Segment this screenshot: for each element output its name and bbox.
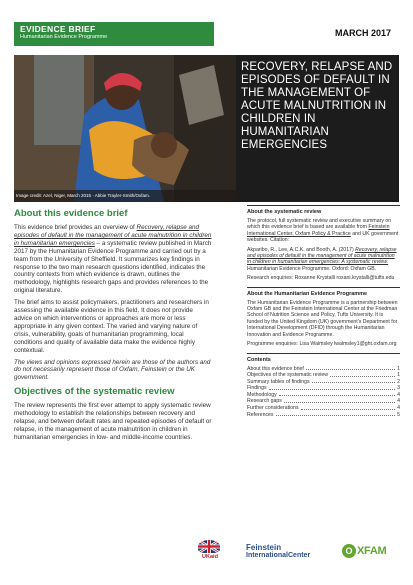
oxfam-mark-icon: O: [342, 544, 356, 558]
toc-item[interactable]: [247, 366, 400, 373]
review-text: The protocol, full systematic review and executive summary on which this evidence brief is based are available from: [247, 218, 392, 231]
about-brief-paragraph-1: [14, 224, 212, 295]
objectives-paragraph: The review represents the first ever attempt to apply systematic review methodology to establish the relationships between recovery and relapse, and between default rates and repeated episodes of default or relapse, in the management of acute malnutrition in children in humanitarian emergencies in low- and middle-income countries.: [14, 402, 212, 441]
photo-caption: Image credit: Azel, Niger, March 2015 · Abbie Trayler-Smith/Oxfam.: [16, 193, 151, 198]
toc-leader: [306, 366, 395, 371]
toc-item[interactable]: [247, 379, 400, 386]
about-brief-p1-text: This evidence brief provides an overview of: [14, 224, 137, 231]
toc-page: 2: [397, 378, 400, 385]
ukaid-wordmark: UKaid: [202, 554, 218, 560]
programme-enquiries: Programme enquiries: Lisa Walmsley lwalmsley1@ght.oxfam.org: [247, 341, 397, 348]
toc-page: 1: [397, 365, 400, 372]
cover-photo: [14, 55, 236, 202]
toc-page: 4: [397, 391, 400, 398]
feinstein-logo: [246, 543, 336, 559]
toc-leader: [301, 405, 395, 410]
contents-list: [247, 366, 400, 419]
review-text-rest: and UK government websites. Citation:: [247, 230, 399, 244]
toc-item[interactable]: [247, 385, 400, 392]
oxfam-wordmark: XFAM: [357, 545, 387, 557]
toc-page: 4: [397, 405, 400, 412]
oxfam-logo: [342, 544, 398, 558]
about-review-box: [247, 205, 400, 282]
review-title-link[interactable]: Recovery, relapse and episodes of default in the management of acute malnutrition in children in humanitarian emergencies: [14, 224, 212, 247]
toc-item[interactable]: [247, 405, 400, 412]
toc-label: Research gaps: [247, 398, 282, 405]
contents-box: [247, 353, 400, 419]
sidebar: [247, 205, 400, 423]
title-box: [236, 55, 399, 202]
evidence-brief-band: [14, 22, 214, 46]
about-hep-text: The Humanitarian Evidence Programme is a partnership between Oxfam GB and the Feinstein International Center at the Friedman School of Nutrition Science and Policy, Tufts University. It is funded by the United Kingdom (UK) government's Department for International Development (DFID) through the Humanitarian Innovation and Evidence Programme.: [247, 299, 398, 338]
toc-label: Further considerations: [247, 405, 299, 412]
toc-item[interactable]: [247, 392, 400, 399]
toc-item[interactable]: [247, 398, 400, 405]
toc-label: Summary tables of findings: [247, 378, 310, 385]
about-review-text: [247, 218, 400, 244]
citation-title-link[interactable]: Recovery, relapse and episodes of default in the management of acute malnutrition in children in humanitarian emergencies: A systematic review.: [247, 246, 397, 266]
document-title: RECOVERY, RELAPSE AND EPISODES OF DEFAULT IN THE MANAGEMENT OF ACUTE MALNUTRITION IN CHILDREN IN HUMANITARIAN EMERGENCIES: [241, 61, 393, 151]
main-column: [14, 208, 212, 446]
objectives-heading: Objectives of the systematic review: [14, 386, 175, 398]
about-brief-paragraph-2: The brief aims to assist policymakers, practitioners and researchers in assessing the available evidence in this field. It does not provide advice on which interventions or approaches are more or less appropriate in any given context. The varied and varying nature of crisis, vulnerability, goals of humanitarian programming, local conditions and quality of available data make the evidence highly contextual.: [14, 299, 209, 354]
disclaimer-text: The views and opinions expressed herein are those of the authors and do not necessarily represent those of Oxfam, Feinstein or the UK government.: [14, 358, 211, 382]
toc-label: Methodology: [247, 391, 277, 398]
toc-leader: [279, 392, 395, 397]
ukaid-logo: [198, 540, 222, 568]
toc-leader: [276, 412, 396, 417]
toc-page: 3: [397, 385, 400, 392]
toc-item[interactable]: [247, 412, 400, 419]
citation-authors: Akparibo, R., Lee, A.C.K. and Booth, A. (2017): [247, 246, 356, 253]
programme-label: Humanitarian Evidence Programme: [20, 34, 108, 40]
contents-heading: Contents: [247, 356, 271, 363]
toc-page: 4: [397, 398, 400, 405]
about-hep-box: [247, 287, 400, 348]
feinstein-subword: InternationalCenter: [246, 552, 311, 559]
brand-label: EVIDENCE BRIEF: [20, 24, 96, 34]
toc-leader: [312, 379, 396, 384]
review-links[interactable]: Feinstein International Center, Oxfam Policy & Practice: [247, 224, 390, 237]
toc-label: References: [247, 411, 274, 418]
toc-leader: [330, 372, 395, 377]
toc-label: Objectives of the systematic review: [247, 372, 329, 379]
toc-leader: [269, 385, 396, 390]
research-enquiries: Research enquiries: Roxanne Krystalli roxani.krystalli@tufts.edu: [247, 275, 395, 282]
partner-logos: [190, 540, 400, 570]
feinstein-wordmark: Feinstein: [246, 543, 282, 552]
toc-label: Findings: [247, 385, 267, 392]
about-brief-heading: About this evidence brief: [14, 208, 128, 219]
toc-page: 1: [397, 372, 400, 379]
toc-page: 5: [397, 411, 400, 418]
toc-leader: [284, 398, 395, 403]
about-brief-p1-text-rest: – a systematic review published in March 2017 by the Humanitarian Evidence Programme and carried out by a team from the University of Sheffield. It summarizes key findings in response to the two main research questions identified, indicates the country contexts from which evidence is drawn, outlines the methodology, highlights research gaps and provides references to the original literature.: [14, 239, 212, 295]
citation-publisher: Humanitarian Evidence Programme. Oxford: Oxfam GB.: [247, 265, 377, 272]
citation: [247, 247, 400, 273]
about-hep-heading: About the Humanitarian Evidence Programme: [247, 290, 368, 297]
union-flag-icon: [198, 540, 220, 553]
disclaimer: [14, 359, 212, 383]
toc-item[interactable]: [247, 372, 400, 379]
about-review-heading: About the systematic review: [247, 209, 322, 215]
toc-label: About this evidence brief: [247, 365, 304, 372]
publication-date: MARCH 2017: [334, 28, 391, 38]
